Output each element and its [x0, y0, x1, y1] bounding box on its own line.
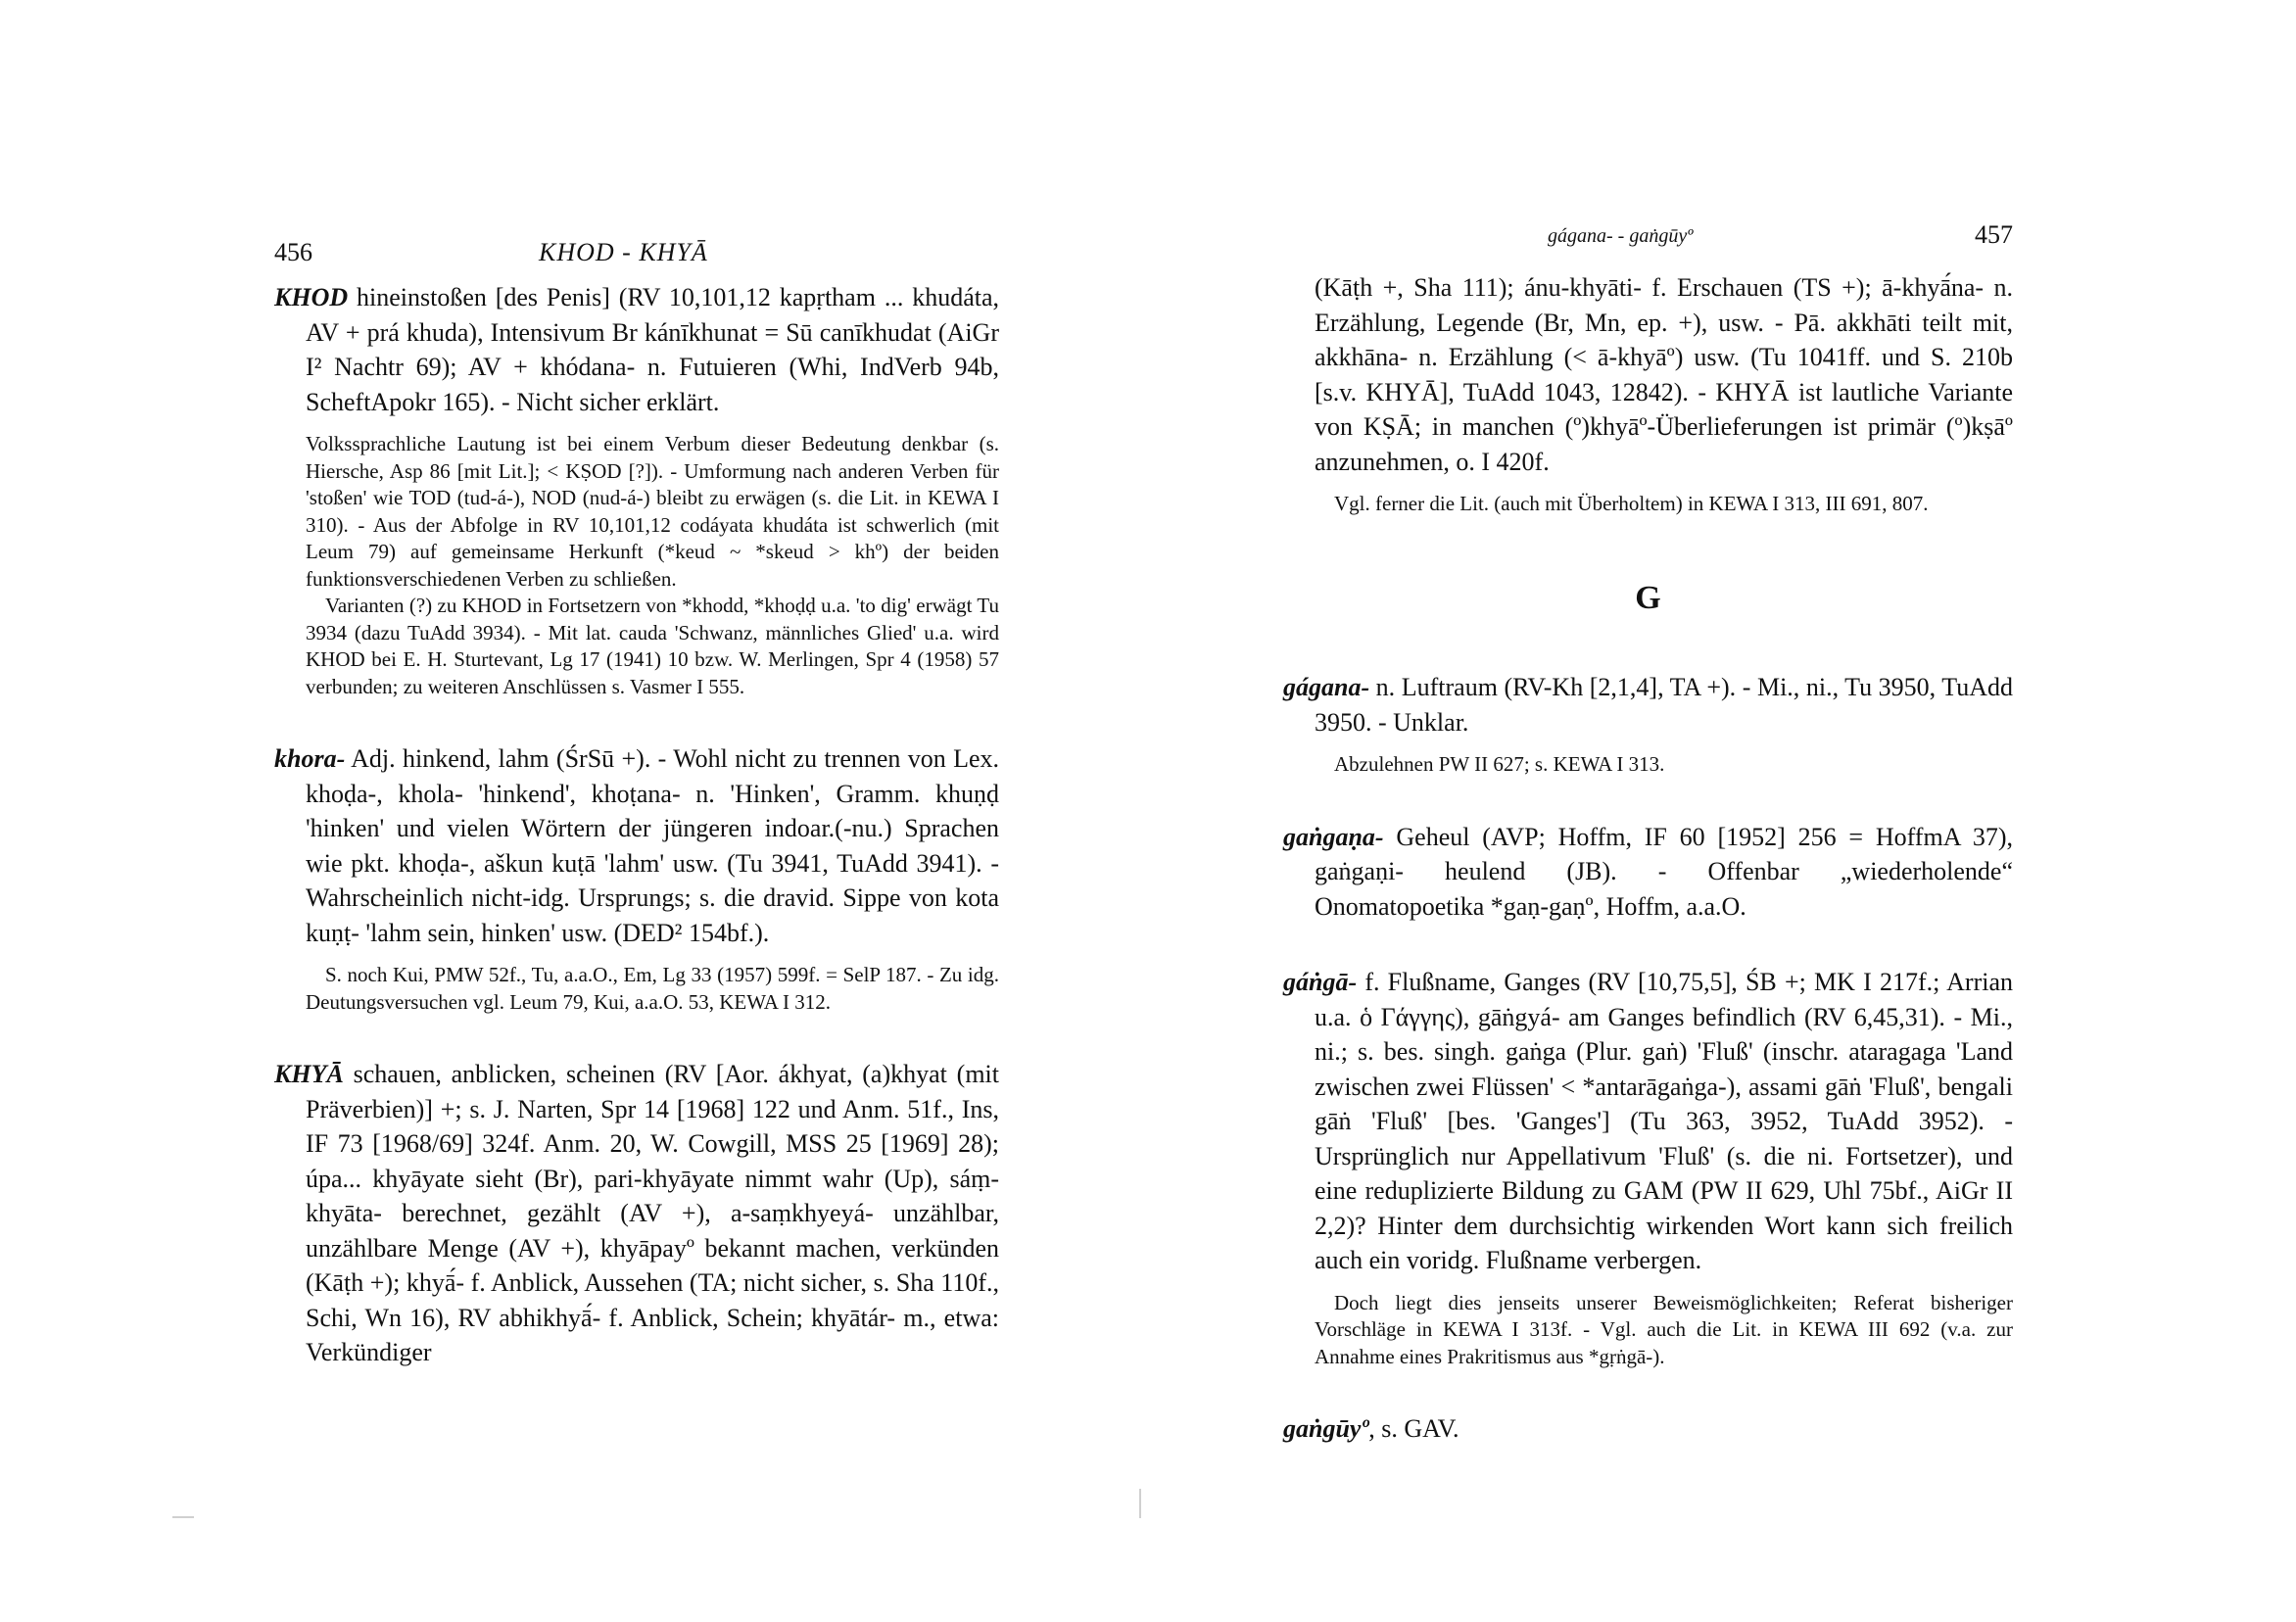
- page-number-left: 456: [274, 238, 312, 266]
- entry-body: Adj. hinkend, lahm (ŚrSū +). - Wohl nicht zu trennen von Lex. khoḍa-, khola- 'hinkend', khoṭana- n. 'Hinken', Gramm. khuṇḍ 'hinken' und vielen Wörtern der jüngeren indoar.(-nu.) Sprachen wie pkt. khoḍa-, aškun kuṭā 'lahm' usw. (Tu 3941, TuAdd 3941). - Wahrscheinlich nicht-idg. Ursprungs; s. die dravid. Sippe von kota kuṇṭ- 'lahm sein, hinken' usw. (DED² 154bf.).: [306, 744, 999, 947]
- entry-note: S. noch Kui, PMW 52f., Tu, a.a.O., Em, Lg 33 (1957) 599f. = SelP 187. - Zu idg. Deutungsversuchen vgl. Leum 79, Kui, a.a.O. 53, KEWA I 312.: [306, 963, 999, 1014]
- entry-text: [274, 741, 999, 950]
- continuation-note: Vgl. ferner die Lit. (auch mit Überholtem) in KEWA I 313, III 691, 807.: [1334, 492, 1929, 515]
- entry-note: Doch liegt dies jenseits unserer Beweismöglichkeiten; Referat bisheriger Vorschläge in KEWA I 313f. - Vgl. auch die Lit. in KEWA III 692 (v.a. zur Annahme eines Prakritismus aus *gṛṅgā-).: [1315, 1290, 2013, 1368]
- entry-text: [1283, 1411, 2013, 1447]
- headword: gaṅgaṇa-: [1283, 822, 1384, 851]
- scan-artifact: [172, 1516, 194, 1518]
- entry-body: f. Flußname, Ganges (RV [10,75,5], ŚB +; MK I 217f.; Arrian u.a. ὁ Γάγγης), gāṅgyá- am Ganges befindlich (RV 6,45,31). - Mi., ni.; s. bes. singh. gaṅga (Plur. gaṅ) 'Fluß' (inschr. ataragaga 'Land zwischen zwei Flüssen' < *antarāgaṅga-), assami gāṅ 'Fluß', bengali gāṅ 'Fluß' [bes. 'Ganges'] (Tu 363, 3952, TuAdd 3952). - Ursprünglich nur Appellativum 'Fluß' (s. die ni. Fortsetzer), und eine reduplizierte Bildung zu GAM (PW II 629, Uhl 75bf., AiGr II 2,2)? Hinter dem durchsichtig wirkenden Wort kann sich freilich auch ein voridg. Flußname verbergen.: [1315, 968, 2013, 1274]
- right-page: [1283, 220, 2013, 1488]
- headword: gágana-: [1283, 673, 1370, 701]
- headword: gáṅgā-: [1283, 968, 1358, 996]
- headword: KHOD: [274, 283, 349, 311]
- entry-body: , s. GAV.: [1368, 1414, 1459, 1443]
- entry-body: schauen, anblicken, scheinen (RV [Aor. ákhyat, (a)khyat (mit Präverbien)] +; s. J. Narten, Spr 14 [1968] 122 und Anm. 51f., Ins, IF 73 [1968/69] 324f. Anm. 20, W. Cowgill, MSS 25 [1969] 28); úpa... khyāyate sieht (Br), pari-khyāyate nimmt wahr (Up), sáṃ-khyāta- berechnet, gezählt (AV +), a-saṃkhyeyá- unzählbar, unzählbare Menge (AV +), khyāpayº bekannt machen, verkünden (Kāṭh +); khyā́- f. Anblick, Aussehen (TA; nicht sicher, s. Sha 110f., Schi, Wn 16), RV abhikhyā́- f. Anblick, Schein; khyātár- m., etwa: Verkündiger: [306, 1060, 999, 1366]
- entry-khod: [274, 280, 999, 700]
- page-number-right: 457: [1975, 220, 2013, 249]
- entry-gangu: [1283, 1411, 2013, 1447]
- entry-body: Geheul (AVP; Hoffm, IF 60 [1952] 256 = HoffmA 37), gaṅgaṇi- heulend (JB). - Offenbar „wiederholende“ Onomatopoetika *gaṇ-gaṇº, Hoffm, a.a.O.: [1315, 822, 2013, 921]
- entry-note: Varianten (?) zu KHOD in Fortsetzern von *khodd, *khoḍḍ u.a. 'to dig' erwägt Tu 3934 (dazu TuAdd 3934). - Mit lat. cauda 'Schwanz, männliches Glied' u.a. wird KHOD bei E. H. Sturtevant, Lg 17 (1941) 10 bzw. W. Merlingen, Spr 4 (1958) 57 verbunden; zu weiteren Anschlüssen s. Vasmer I 555.: [306, 594, 999, 698]
- headword: KHYĀ: [274, 1060, 344, 1088]
- entry-text: [1283, 670, 2013, 739]
- running-head-right: [1283, 220, 2013, 264]
- running-title-right: gágana- - gaṅgūyº: [1548, 225, 1694, 247]
- running-head-left: [274, 235, 999, 274]
- entry-text: [1283, 820, 2013, 925]
- scan-artifact: [1139, 1489, 1141, 1518]
- entry-body: hineinstoßen [des Penis] (RV 10,101,12 kapṛtham ... khudáta, AV + prá khuda), Intensivum Br kánīkhunat = Sū canīkhudat (AiGr I² Nachtr 69); AV + khódana- n. Futuieren (Whi, IndVerb 94b, ScheftApokr 165). - Nicht sicher erklärt.: [306, 283, 999, 416]
- entry-text: [274, 280, 999, 419]
- entry-body: n. Luftraum (RV-Kh [2,1,4], TA +). - Mi., ni., Tu 3950, TuAdd 3950. - Unklar.: [1315, 673, 2013, 737]
- entry-text: [1283, 965, 2013, 1278]
- entry-gagana: [1283, 670, 2013, 779]
- entry-ganga: [1283, 965, 2013, 1370]
- entry-khora: [274, 741, 999, 1016]
- entry-note: Abzulehnen PW II 627; s. KEWA I 313.: [1334, 752, 1665, 776]
- headword: gaṅgūyº: [1283, 1414, 1369, 1443]
- section-letter: G: [1635, 579, 1661, 616]
- entry-note: Volkssprachliche Lautung ist bei einem Verbum dieser Bedeutung denkbar (s. Hiersche, Asp 86 [mit Lit.]; < KṢOD [?]). - Umformung nach anderen Verben für 'stoßen' wie TOD (tud-á-), NOD (nud-á-) bleibt zu erwägen (s. die Lit. in KEWA I 310). - Aus der Abfolge in RV 10,101,12 codáyata khudáta ist schwerlich (mit Leum 79) auf gemeinsame Herkunft (*keud ~ *skeud > khº) der beiden funktionsverschiedenen Verben zu schließen.: [306, 432, 999, 591]
- continuation-text: (Kāṭh +, Sha 111); ánu-khyāti- f. Erschauen (TS +); ā-khyā́na- n. Erzählung, Legende (Br, Mn, ep. +), usw. - Pā. akkhāti teilt mit, akkhāna- n. Erzählung (< ā-khyāº) usw. (Tu 1041ff. und S. 210b [s.v. KHYĀ], TuAdd 1043, 12842). - KHYĀ ist lautliche Variante von KṢĀ; in manchen (º)khyāº-Überlieferungen ist primär (º)kṣāº anzunehmen, o. I 420f.: [1315, 273, 2013, 476]
- headword: khora-: [274, 744, 346, 773]
- entry-ganganam: [1283, 820, 2013, 925]
- entry-khya: [274, 1057, 999, 1370]
- running-title-left: KHOD - KHYĀ: [539, 238, 708, 266]
- entry-continuation: [1283, 270, 2013, 518]
- left-page: [274, 235, 999, 1411]
- entry-text: [274, 1057, 999, 1370]
